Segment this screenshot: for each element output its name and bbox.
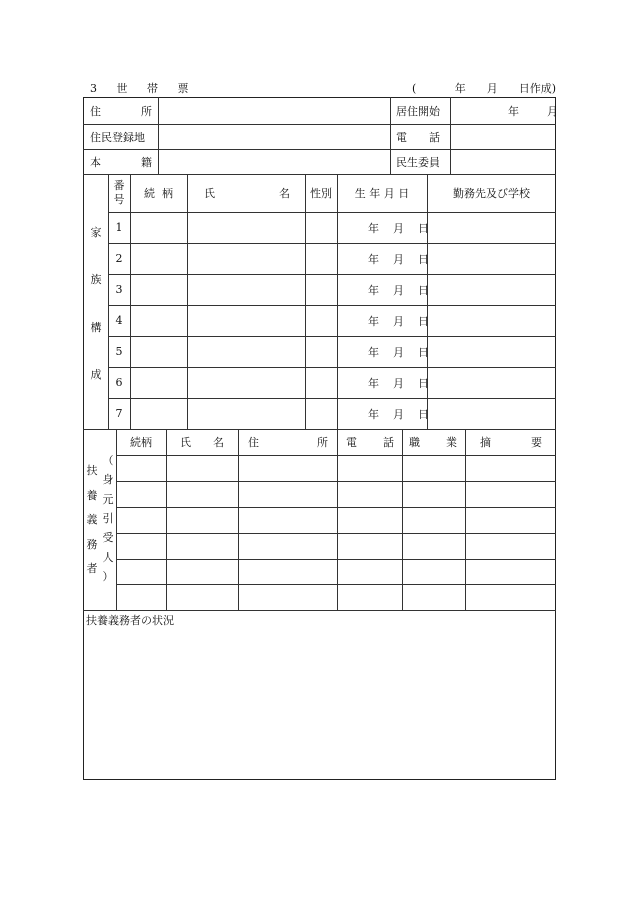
family-section-label: 家 族 構 成	[90, 226, 102, 381]
row-divider	[108, 274, 556, 275]
family-row-number: 4	[115, 314, 123, 327]
residence-start-label: 居住開始	[396, 104, 440, 118]
registered-address-field[interactable]	[158, 124, 390, 149]
row-divider	[108, 367, 556, 368]
row-divider	[116, 559, 556, 560]
row-divider	[116, 507, 556, 508]
birthdate-column-header: 生 年 月 日	[354, 187, 410, 200]
number-column-header: 番 号	[113, 179, 125, 206]
family-row-birthdate[interactable]: 年 月 日	[368, 407, 429, 421]
family-row-birthdate[interactable]: 年 月 日	[368, 221, 429, 235]
row-divider	[108, 336, 556, 337]
address-field[interactable]	[158, 97, 390, 124]
family-row-birthdate[interactable]: 年 月 日	[368, 376, 429, 390]
supporter-address-header: 住 所	[248, 436, 328, 449]
supporter-job-header: 職 業	[409, 436, 457, 449]
row-divider	[108, 398, 556, 399]
row-divider	[116, 481, 556, 482]
guarantor-sub-label: （ 身 元 引 受 人 ）	[102, 454, 114, 583]
row-divider	[116, 533, 556, 534]
supporter-phone-header: 電 話	[346, 436, 394, 449]
residence-start-field[interactable]: 年 月	[508, 104, 558, 118]
family-row-number: 1	[115, 221, 123, 234]
supporter-status-label: 扶養義務者の状況	[86, 614, 174, 627]
family-row-birthdate[interactable]: 年 月 日	[368, 283, 429, 297]
family-row-birthdate[interactable]: 年 月 日	[368, 252, 429, 266]
name-column-header: 氏 名	[204, 187, 290, 200]
supporter-relation-header: 続柄	[130, 436, 152, 449]
col-divider	[166, 429, 167, 610]
form-header	[84, 80, 556, 94]
supporter-section-label: 扶 養 義 務 者	[86, 464, 98, 575]
family-row-number: 5	[115, 345, 123, 358]
creation-date-label: ( 年 月 日作成)	[411, 82, 556, 95]
col-divider	[402, 429, 403, 610]
family-row-number: 6	[115, 376, 123, 389]
phone-label: 電 話	[396, 130, 440, 144]
col-divider	[238, 429, 239, 610]
domicile-label: 本 籍	[90, 155, 152, 169]
family-row-number: 7	[115, 407, 123, 420]
welfare-commissioner-field[interactable]	[450, 149, 556, 174]
phone-field[interactable]	[450, 124, 556, 149]
family-row-birthdate[interactable]: 年 月 日	[368, 345, 429, 359]
family-row-number: 2	[115, 252, 123, 265]
col-divider	[465, 429, 466, 610]
row-divider	[116, 584, 556, 585]
family-row-number: 3	[115, 283, 123, 296]
row-divider	[108, 305, 556, 306]
row-divider	[108, 212, 556, 213]
col-divider	[390, 97, 391, 174]
row-divider	[116, 455, 556, 456]
address-label: 住 所	[90, 104, 152, 118]
family-row-birthdate[interactable]: 年 月 日	[368, 314, 429, 328]
domicile-field[interactable]	[158, 149, 390, 174]
workplace-column-header: 勤務先及び学校	[453, 187, 530, 200]
form-title: 3 世 帯 票	[90, 82, 197, 95]
supporter-status-field[interactable]	[84, 630, 554, 778]
col-divider	[337, 429, 338, 610]
relation-column-header: 続 柄	[144, 187, 173, 200]
supporter-note-header: 摘 要	[480, 436, 542, 449]
sex-column-header: 性別	[310, 187, 332, 200]
registered-address-label: 住民登録地	[90, 130, 145, 144]
row-divider	[108, 243, 556, 244]
col-divider	[116, 429, 117, 610]
welfare-commissioner-label: 民生委員	[396, 155, 440, 169]
supporter-name-header: 氏 名	[180, 436, 224, 449]
